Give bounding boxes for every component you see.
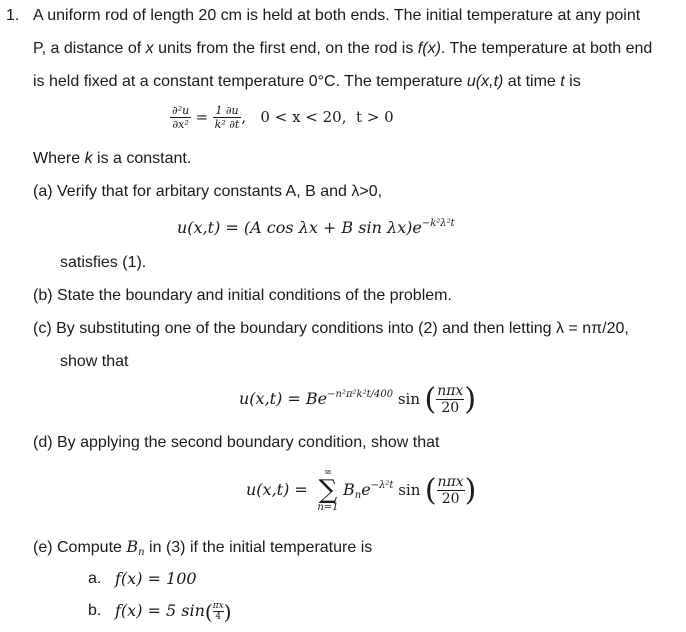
where-k: k [84, 150, 93, 167]
part-a-equation [177, 218, 455, 239]
part-d-rparen: ) [464, 472, 477, 508]
pde-rhs-num: 1 ∂u [213, 104, 242, 118]
intro-2f: f(x) [417, 40, 441, 57]
pde-equals: = [195, 108, 209, 126]
intro-3b: at time [503, 73, 561, 90]
part-e-item-b-eq [115, 596, 232, 627]
part-c-show: show that [60, 353, 129, 370]
part-c-frac-den: 20 [441, 400, 460, 417]
intro-2x: x [145, 40, 154, 57]
eb-fraction [213, 601, 224, 622]
part-d-B-sub: n [354, 490, 362, 501]
part-c-eq-sin: sin [393, 390, 421, 408]
intro-3c: is [564, 73, 581, 90]
intro-3u: u(x,t) [466, 73, 504, 90]
intro-2b: units from the first end, on the rod is [153, 40, 418, 57]
part-d-e: e [361, 480, 371, 499]
part-e-item-a-label: a. [88, 570, 102, 587]
part-b-label: (b) State the boundary and initial conditions of the problem. [33, 287, 452, 304]
intro-line-3 [33, 72, 581, 92]
sum-sigma: ∑ [318, 474, 338, 505]
part-d-frac-den: 20 [441, 491, 460, 508]
part-c-eq-main: u(x,t) = Be [239, 389, 328, 408]
part-d-lparen: ( [424, 472, 437, 508]
eb-frac-den: 4 [215, 612, 222, 623]
part-d-equation [246, 462, 476, 519]
part-a-eq-main: u(x,t) = (A cos λx + B sin λx)e [177, 218, 422, 237]
pde-lhs-den: ∂x² [172, 118, 189, 132]
pde-lhs-num: ∂²u [172, 104, 190, 118]
part-d-label: (d) By applying the second boundary condition, show that [33, 434, 440, 451]
intro-3a: is held fixed at a constant temperature 0°C. The temperature [33, 73, 467, 90]
intro-line-2 [33, 39, 652, 59]
part-d-eq-lhs: u(x,t) = [246, 480, 313, 499]
part-c-fraction [436, 383, 464, 416]
part-c-equation [239, 381, 476, 418]
part-a-satisfies: satisfies (1). [60, 254, 147, 271]
eb-eq-a: f(x) = 5 sin [115, 601, 205, 620]
part-c-frac-num: nπx [437, 383, 464, 400]
eb-lparen: ( [204, 599, 213, 624]
part-e-label [33, 537, 372, 558]
part-c-label: (c) By substituting one of the boundary conditions into (2) and then letting λ = nπ/20, [33, 320, 629, 337]
pde-equation [170, 103, 394, 132]
part-c-rparen: ) [464, 381, 477, 417]
where-a: Where [33, 150, 85, 167]
eb-rparen: ) [223, 599, 232, 624]
part-e-item-b-label: b. [88, 602, 102, 619]
part-d-fraction [437, 474, 465, 507]
pde-domain: , 0 < x < 20, t > 0 [241, 108, 394, 126]
part-a-label: (a) Verify that for arbitary constants A, B and λ>0, [33, 183, 383, 200]
part-c-eq-exp: −n²π²k²t/400 [327, 389, 394, 400]
part-d-sin: sin [393, 481, 421, 499]
part-c-lparen: ( [424, 381, 437, 417]
part-e-B-sub: n [138, 547, 145, 558]
question-number: 1. [6, 7, 20, 24]
part-d-exp: −λ²t [370, 480, 394, 491]
part-d-B: B [343, 480, 355, 499]
part-e-B: B [126, 537, 139, 556]
part-e-a: (e) Compute [33, 539, 127, 556]
part-e-item-a-eq [115, 569, 197, 590]
part-e-b: in (3) if the initial temperature is [144, 539, 373, 556]
pde-rhs-den: k² ∂t [214, 118, 240, 132]
part-a-eq-exp: −k²λ²t [421, 218, 455, 229]
intro-line-1: A uniform rod of length 20 cm is held at both ends. The initial temperature at any point [33, 7, 641, 24]
sum-upper-limit: ∞ [323, 466, 333, 478]
ea-eq: f(x) = 100 [115, 569, 197, 588]
part-d-sum [317, 468, 338, 514]
sum-lower-limit: n=1 [317, 501, 339, 513]
part-d-frac-num: nπx [437, 474, 464, 491]
pde-rhs-fraction [213, 104, 242, 131]
intro-2a: P, a distance of [33, 40, 146, 57]
where-b: is a constant. [92, 150, 192, 167]
where-line [33, 149, 191, 169]
intro-3t: t [560, 73, 565, 90]
pde-lhs-fraction [170, 104, 191, 131]
intro-2c: . The temperature at both end [440, 40, 653, 57]
eb-frac-num: πx [212, 601, 224, 612]
